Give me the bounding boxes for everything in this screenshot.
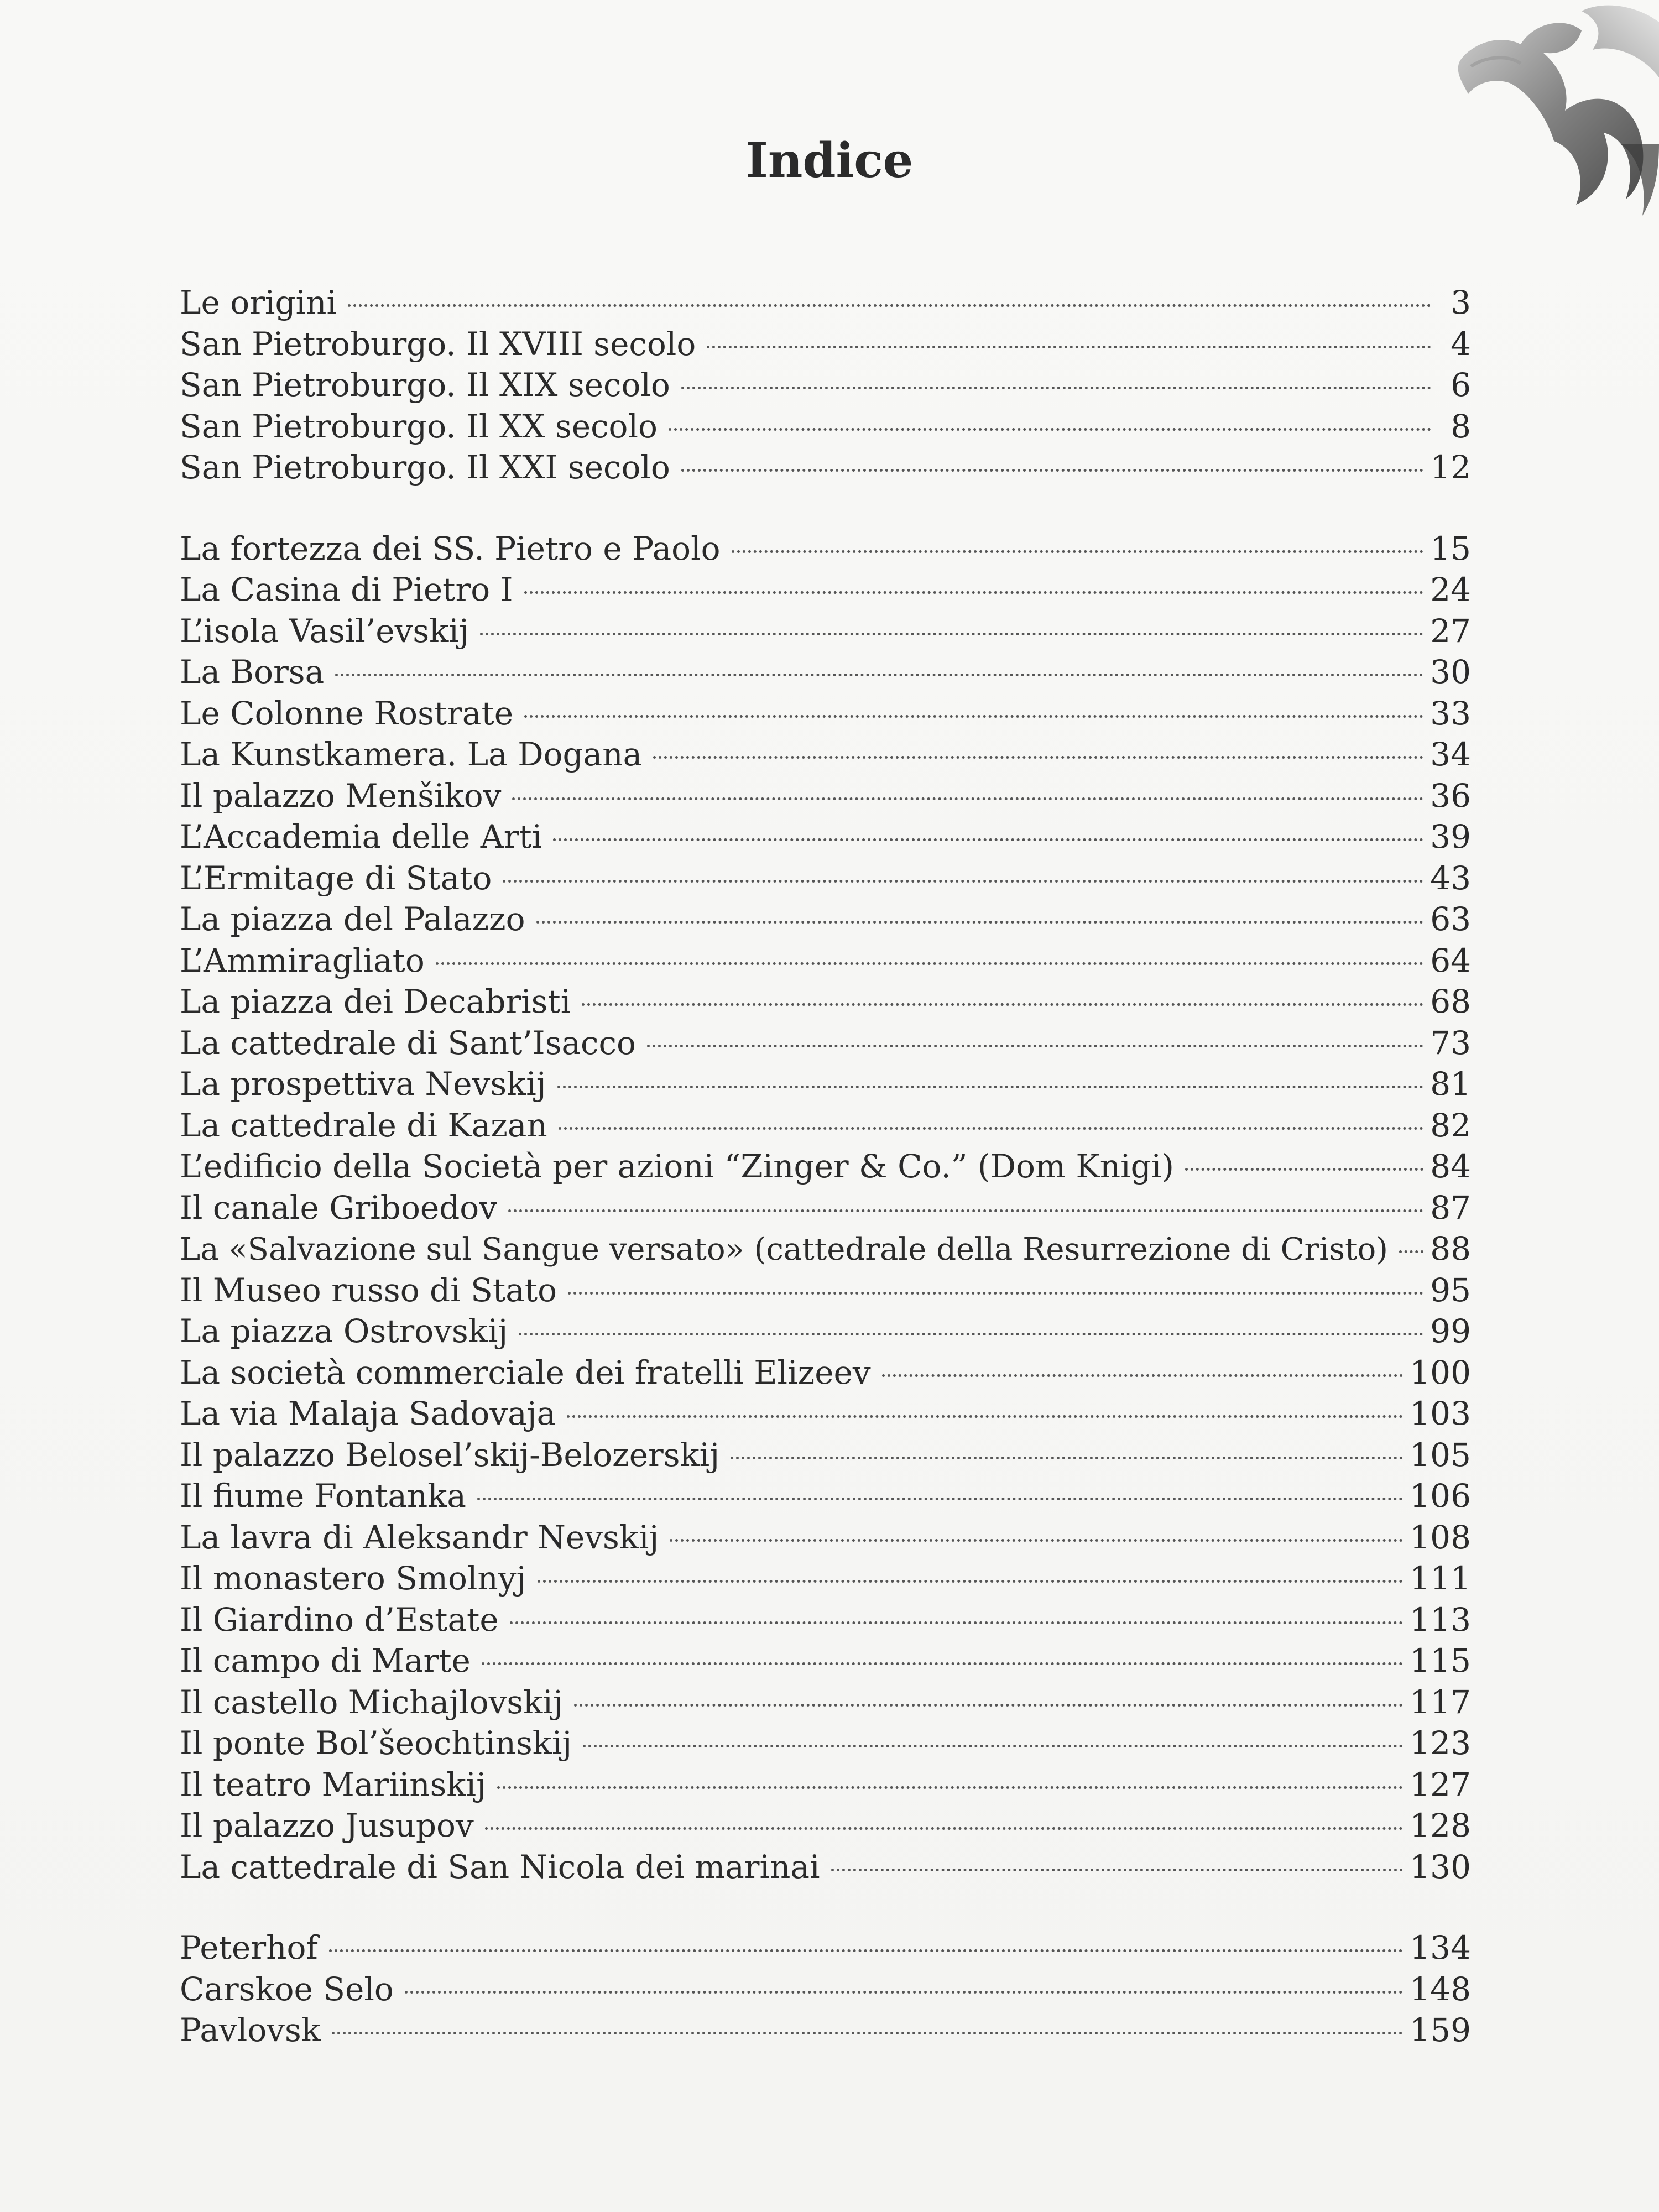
dot-leader — [405, 1991, 1403, 1994]
toc-entry-title: La piazza Ostrovskij — [180, 1312, 508, 1350]
toc-entry-page-number: 12 — [1430, 448, 1471, 486]
toc-entry — [180, 734, 1471, 775]
toc-entry — [180, 1640, 1471, 1682]
toc-entry-page-number: 159 — [1410, 2011, 1471, 2049]
toc-entry-title: La prospettiva Nevskij — [180, 1065, 546, 1103]
toc-entry-title: San Pietroburgo. Il XVIII secolo — [180, 325, 696, 363]
toc-entry-page-number: 113 — [1410, 1600, 1471, 1639]
toc-entry-title: La fortezza dei SS. Pietro e Paolo — [180, 529, 721, 567]
toc-entry — [180, 1352, 1471, 1394]
toc-entry — [180, 1723, 1471, 1764]
dot-leader — [538, 1580, 1404, 1583]
dot-leader — [732, 550, 1424, 553]
toc-entry-page-number: 6 — [1451, 366, 1471, 404]
dot-leader — [681, 469, 1423, 472]
dot-leader — [1185, 1168, 1423, 1171]
dot-leader — [681, 387, 1431, 389]
toc-entry-title: Il palazzo Jusupov — [180, 1807, 474, 1844]
toc-entry-title: Il teatro Mariinskij — [180, 1765, 487, 1803]
toc-entry-page-number: 106 — [1410, 1477, 1471, 1515]
toc-section — [180, 1927, 1471, 2051]
dot-leader — [583, 1745, 1403, 1747]
toc-entry-title: La cattedrale di Kazan — [180, 1106, 547, 1144]
toc-section — [180, 282, 1471, 488]
toc-entry — [180, 1558, 1471, 1599]
toc-entry-title: Il fiume Fontanka — [180, 1477, 467, 1515]
toc-entry-title: Il canale Griboedov — [180, 1188, 497, 1227]
toc-entry-title: Carskoe Selo — [180, 1970, 394, 2008]
toc-entry — [180, 775, 1471, 817]
toc-entry-page-number: 117 — [1410, 1683, 1471, 1721]
toc-entry-page-number: 15 — [1430, 529, 1471, 567]
dot-leader — [485, 1827, 1404, 1830]
toc-entry-page-number: 82 — [1430, 1106, 1471, 1144]
toc-entry-title: San Pietroburgo. Il XIX secolo — [180, 366, 670, 404]
toc-entry-page-number: 30 — [1430, 653, 1471, 691]
toc-entry — [180, 1146, 1471, 1187]
toc-entry-title: La cattedrale di San Nicola dei marinai — [180, 1848, 820, 1886]
dot-leader — [482, 1662, 1403, 1665]
toc-entry — [180, 1927, 1471, 1969]
toc-entry — [180, 1846, 1471, 1888]
toc-entry — [180, 1599, 1471, 1641]
toc-entry-page-number: 88 — [1430, 1230, 1471, 1267]
toc-entry-page-number: 63 — [1430, 900, 1471, 938]
toc-entry-page-number: 100 — [1410, 1353, 1471, 1391]
dot-leader — [882, 1374, 1404, 1377]
toc-entry-title: L’Ammiragliato — [180, 941, 425, 979]
toc-entry-title: Le Colonne Rostrate — [180, 694, 514, 732]
toc-entry-page-number: 115 — [1410, 1642, 1471, 1679]
dot-leader — [508, 1209, 1423, 1212]
dot-leader — [582, 1003, 1423, 1006]
toc-entry-page-number: 73 — [1430, 1024, 1471, 1062]
toc-entry — [180, 364, 1471, 406]
dot-leader — [568, 1292, 1423, 1295]
toc-entry — [180, 981, 1471, 1022]
toc-entry-page-number: 39 — [1430, 818, 1471, 855]
dot-leader — [1399, 1250, 1423, 1253]
toc-entry-title: L’isola Vasil’evskij — [180, 612, 469, 650]
toc-entry-title: L’edificio della Società per azioni “Zinger & Co.” (Dom Knigi) — [180, 1147, 1174, 1185]
toc-entry — [180, 1517, 1471, 1558]
toc-entry — [180, 693, 1471, 734]
toc-entry — [180, 940, 1471, 982]
dot-leader — [436, 962, 1423, 965]
toc-entry-page-number: 103 — [1410, 1395, 1471, 1432]
toc-entry-title: San Pietroburgo. Il XXI secolo — [180, 448, 670, 486]
toc-entry — [180, 816, 1471, 858]
dot-leader — [477, 1498, 1403, 1500]
dot-leader — [670, 1539, 1403, 1542]
toc-entry — [180, 1475, 1471, 1517]
toc-entry — [180, 1969, 1471, 2010]
toc-entry-page-number: 8 — [1451, 407, 1471, 445]
toc-entry-title: La Borsa — [180, 653, 325, 691]
toc-section — [180, 528, 1471, 1888]
dot-leader — [512, 797, 1423, 800]
toc-entry — [180, 1764, 1471, 1806]
toc-entry — [180, 528, 1471, 570]
toc-entry — [180, 1311, 1471, 1352]
toc-entry — [180, 406, 1471, 447]
toc-entry — [180, 2010, 1471, 2051]
toc-entry-page-number: 34 — [1430, 735, 1471, 773]
dot-leader — [553, 838, 1423, 841]
toc-entry-title: San Pietroburgo. Il XX secolo — [180, 407, 658, 445]
toc-entry-title: L’Ermitage di Stato — [180, 859, 492, 897]
toc-entry — [180, 1805, 1471, 1846]
toc-entry-page-number: 123 — [1410, 1724, 1471, 1762]
page-title: Indice — [745, 133, 914, 189]
dot-leader — [653, 756, 1423, 759]
toc-entry-page-number: 27 — [1430, 612, 1471, 650]
toc-entry-page-number: 108 — [1410, 1518, 1471, 1556]
toc-entry-page-number: 99 — [1430, 1312, 1471, 1350]
toc-entry — [180, 1228, 1471, 1270]
dot-leader — [348, 304, 1431, 307]
toc-entry — [180, 1270, 1471, 1311]
toc-entry-page-number: 87 — [1430, 1188, 1471, 1227]
dot-leader — [831, 1869, 1404, 1871]
toc-entry-title: La lavra di Aleksandr Nevskij — [180, 1518, 659, 1556]
toc-entry — [180, 569, 1471, 611]
toc-entry — [180, 899, 1471, 940]
toc-entry-title: La Kunstkamera. La Dogana — [180, 735, 643, 773]
toc-entry-title: Il palazzo Belosel’skij-Belozerskij — [180, 1436, 720, 1474]
dot-leader — [557, 1086, 1423, 1088]
toc-entry-title: La piazza del Palazzo — [180, 900, 525, 938]
toc-entry-title: L’Accademia delle Arti — [180, 818, 542, 855]
toc-entry-page-number: 148 — [1410, 1970, 1471, 2008]
toc-entry-page-number: 43 — [1430, 859, 1471, 897]
dot-leader — [497, 1786, 1403, 1789]
toc-entry — [180, 1022, 1471, 1064]
toc-entry-title: Peterhof — [180, 1929, 318, 1966]
toc-entry-page-number: 64 — [1430, 941, 1471, 979]
toc-entry — [180, 1105, 1471, 1146]
dot-leader — [574, 1704, 1403, 1707]
toc-entry-page-number: 84 — [1430, 1147, 1471, 1185]
dot-leader — [510, 1621, 1404, 1624]
toc-entry-page-number: 36 — [1430, 776, 1471, 815]
toc-entry-page-number: 95 — [1430, 1271, 1471, 1309]
toc-entry-title: Pavlovsk — [180, 2011, 321, 2049]
toc-entry-page-number: 3 — [1451, 284, 1471, 321]
toc-entry-page-number: 105 — [1410, 1436, 1471, 1474]
dot-leader — [567, 1415, 1403, 1418]
dot-leader — [524, 591, 1424, 594]
table-of-contents — [180, 282, 1471, 2091]
dot-leader — [559, 1127, 1423, 1130]
toc-entry-page-number: 127 — [1410, 1765, 1471, 1803]
toc-entry-title: Il campo di Marte — [180, 1642, 471, 1679]
toc-entry — [180, 282, 1471, 324]
toc-entry-page-number: 81 — [1430, 1065, 1471, 1103]
dot-leader — [524, 715, 1423, 718]
toc-entry-page-number: 111 — [1410, 1559, 1471, 1597]
dot-leader — [519, 1333, 1423, 1335]
toc-entry — [180, 611, 1471, 652]
dot-leader — [480, 633, 1423, 635]
toc-entry-page-number: 128 — [1410, 1807, 1471, 1844]
toc-entry-page-number: 130 — [1410, 1848, 1471, 1886]
toc-entry-title: La via Malaja Sadovaja — [180, 1395, 556, 1432]
toc-entry-title: Il Museo russo di Stato — [180, 1271, 557, 1309]
toc-entry-title: La Casina di Pietro I — [180, 571, 513, 608]
toc-entry — [180, 1393, 1471, 1434]
dot-leader — [335, 674, 1423, 676]
toc-entry — [180, 1187, 1471, 1229]
dot-leader — [503, 880, 1423, 883]
dot-leader — [536, 921, 1424, 924]
toc-entry-title: La «Salvazione sul Sangue versato» (cattedrale della Resurrezione di Cristo) — [180, 1232, 1389, 1267]
toc-entry-page-number: 24 — [1430, 571, 1471, 608]
toc-entry-title: Il Giardino d’Estate — [180, 1600, 499, 1639]
toc-entry — [180, 447, 1471, 488]
toc-entry-title: Il ponte Bol’šeochtinskij — [180, 1724, 572, 1762]
toc-entry — [180, 1434, 1471, 1476]
dot-leader — [647, 1045, 1423, 1047]
toc-entry — [180, 1063, 1471, 1105]
dot-leader — [669, 428, 1431, 431]
decorative-corner-illustration — [1438, 0, 1659, 243]
dot-leader — [329, 1949, 1403, 1952]
toc-entry — [180, 1682, 1471, 1723]
toc-entry-title: Il castello Michajlovskij — [180, 1683, 563, 1721]
toc-entry — [180, 651, 1471, 693]
toc-entry — [180, 324, 1471, 365]
dot-leader — [332, 2032, 1403, 2034]
toc-entry-title: La società commerciale dei fratelli Elizeev — [180, 1353, 871, 1391]
toc-entry-page-number: 33 — [1430, 694, 1471, 732]
toc-entry-title: La piazza dei Decabristi — [180, 983, 571, 1020]
toc-entry-page-number: 134 — [1410, 1929, 1471, 1966]
toc-entry — [180, 858, 1471, 899]
toc-entry-page-number: 4 — [1451, 325, 1471, 363]
toc-entry-page-number: 68 — [1430, 983, 1471, 1020]
toc-entry-title: La cattedrale di Sant’Isacco — [180, 1024, 636, 1062]
toc-entry-title: Le origini — [180, 284, 337, 321]
dot-leader — [731, 1457, 1403, 1459]
toc-entry-title: Il monastero Smolnyj — [180, 1559, 526, 1597]
toc-entry-title: Il palazzo Menšikov — [180, 776, 502, 815]
dot-leader — [707, 346, 1431, 348]
